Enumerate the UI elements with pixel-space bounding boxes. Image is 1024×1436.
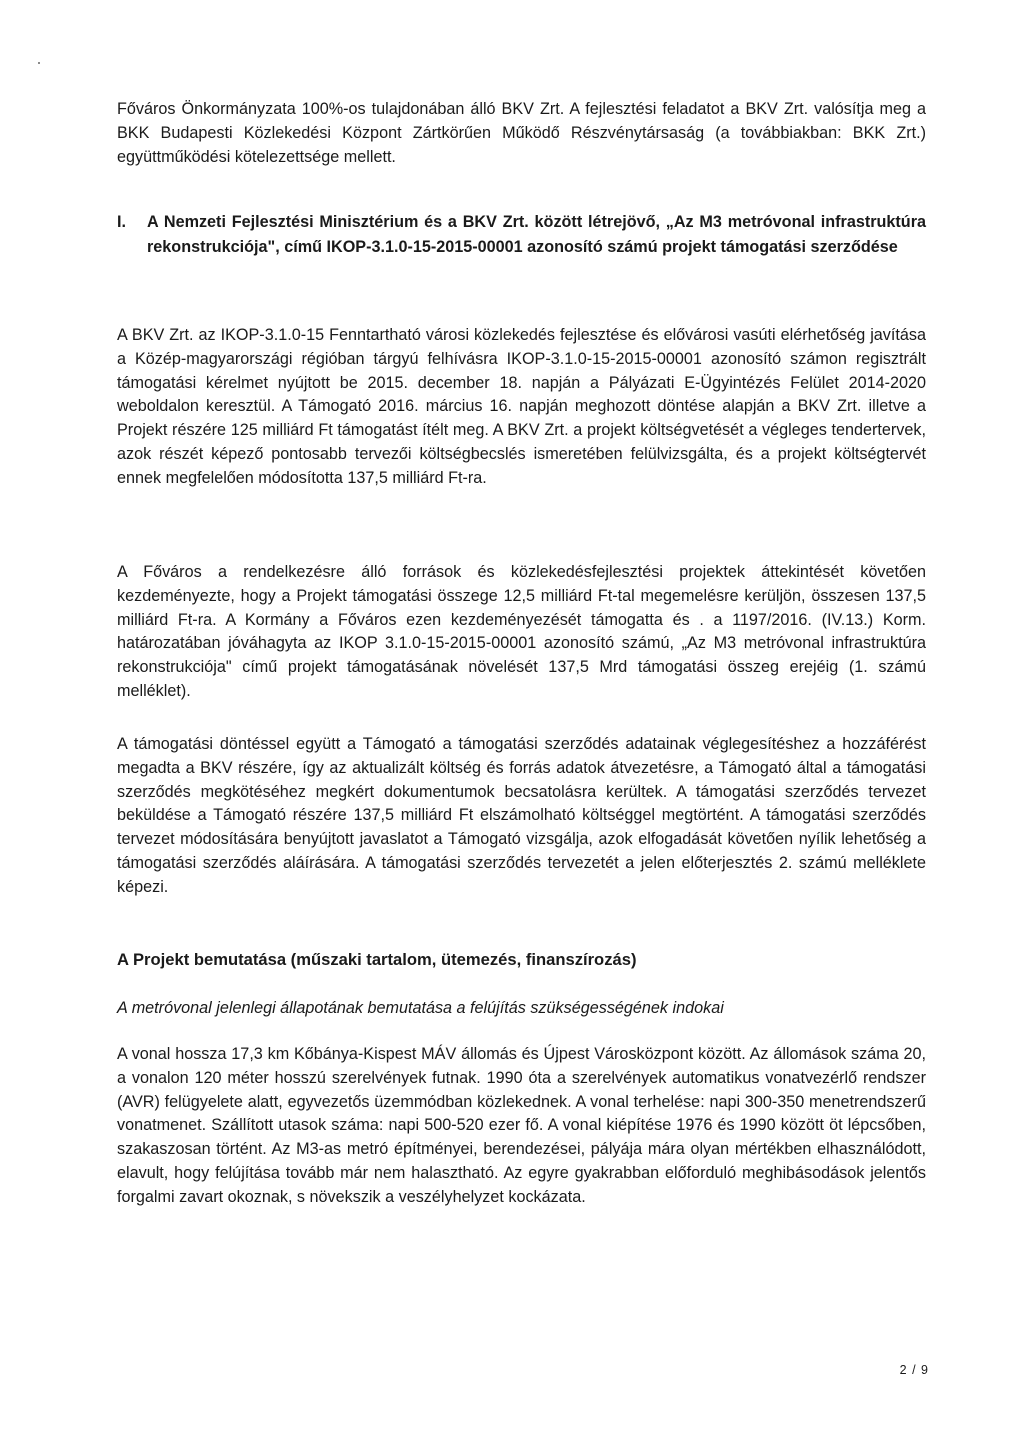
body-paragraph-1: A BKV Zrt. az IKOP-3.1.0-15 Fenntartható városi közlekedés fejlesztése és elővárosi vasúti elérhetőség javítása a Közép-magyarországi régióban tárgyú felhívásra IKOP-3.1.0-15-2015-00001 azonosító számon regisztrált támogatási kérelmet nyújtott be 2015. december 18. napján a Pályázati E-Ügyintézés Felület 2014-2020 weboldalon keresztül. A Támogató 2016. március 16. napján meghozott döntése alapján a BKV Zrt. illetve a Projekt részére 125 milliárd Ft támogatást ítélt meg. A BKV Zrt. a projekt költségvetését a végleges tendertervek, azok részét képező pontosabb tervezői költségbecslés ismeretében felülvizsgálta, és a projekt költségtervét ennek megfelelően módosította 137,5 milliárd Ft-ra.	[117, 326, 926, 487]
scan-dot-mark	[38, 62, 40, 64]
final-paragraph: A vonal hossza 17,3 km Kőbánya-Kispest MÁV állomás és Újpest Városközpont között. Az állomások száma 20, a vonalon 120 méter hosszú szerelvények futnak. 1990 óta a szerelvények automatikus vonatvezérlő rendszer (AVR) felügyelete alatt, egyvezetős üzemmódban közlekednek. A vonal terhelése: napi 300-350 menetrendszerű vonatmenet. Szállított utasok száma: napi 500-520 ezer fő. A vonal kiépítése 1976 és 1990 között öt lépcsőben, szakaszosan történt. Az M3-as metró építményei, berendezései, pályája mára olyan mértékben elhasználódott, elavult, hogy felújítása tovább már nem halasztható. Az egyre gyakrabban előforduló meghibásodások jelentős forgalmi zavart okoznak, s növekszik a veszélyhelyzet kockázata.	[117, 1045, 926, 1206]
section-heading-text: A Nemzeti Fejlesztési Minisztérium és a BKV Zrt. között létrejövő, „Az M3 metróvonal infrastruktúra rekonstrukciója", című IKOP-3.1.0-15-2015-00001 azonosító számú projekt támogatási szerződése	[147, 213, 926, 256]
project-section-title: A Projekt bemutatása (műszaki tartalom, ütemezés, finanszírozás)	[117, 950, 637, 969]
section-number: I.	[117, 213, 126, 231]
body-paragraph-3: A támogatási döntéssel együtt a Támogató a támogatási szerződés adatainak véglegesítéshez a hozzáférést megadta a BKV részére, így az aktualizált költség és forrás adatok átvezetésre, a Támogató által a támogatási szerződés megkötéséhez megkért dokumentumok becsatolásra kerültek. A támogatási szerződés tervezet beküldése a Támogató részére 137,5 milliárd Ft elszámolható költséggel megtörtént. A támogatási szerződés tervezet módosítására benyújtott javaslatot a Támogató vizsgálja, azok elfogadását követően nyílik lehetőség a támogatási szerződés aláírására. A támogatási szerződés tervezetét a jelen előterjesztés 2. számú melléklete képezi.	[117, 735, 926, 896]
body-paragraph-2: A Főváros a rendelkezésre álló források és közlekedésfejlesztési projektek áttekintését követően kezdeményezte, hogy a Projekt támogatási összege 12,5 milliárd Ft-tal megemelésre kerüljön, összesen 137,5 milliárd Ft-ra. A Kormány a Főváros ezen kezdeményezését támogatta és . a 1197/2016. (IV.13.) Korm. határozatában jóváhagyta az IKOP 3.1.0-15-2015-00001 azonosító számú, „Az M3 metróvonal infrastruktúra rekonstrukciója" című projekt támogatásának növelését 137,5 Mrd támogatási összeg erejéig (1. számú melléklet).	[117, 563, 926, 700]
project-subtitle: A metróvonal jelenlegi állapotának bemutatása a felújítás szükségességének indokai	[117, 999, 724, 1017]
page-number: 2 / 9	[899, 1363, 929, 1377]
section-one-heading	[117, 210, 926, 288]
intro-paragraph: Főváros Önkormányzata 100%-os tulajdonában álló BKV Zrt. A fejlesztési feladatot a BKV Zrt. valósítja meg a BKK Budapesti Közlekedési Központ Zártkörűen Működő Részvénytársaság (a továbbiakban: BKK Zrt.) együttműködési kötelezettsége mellett.	[117, 100, 926, 166]
